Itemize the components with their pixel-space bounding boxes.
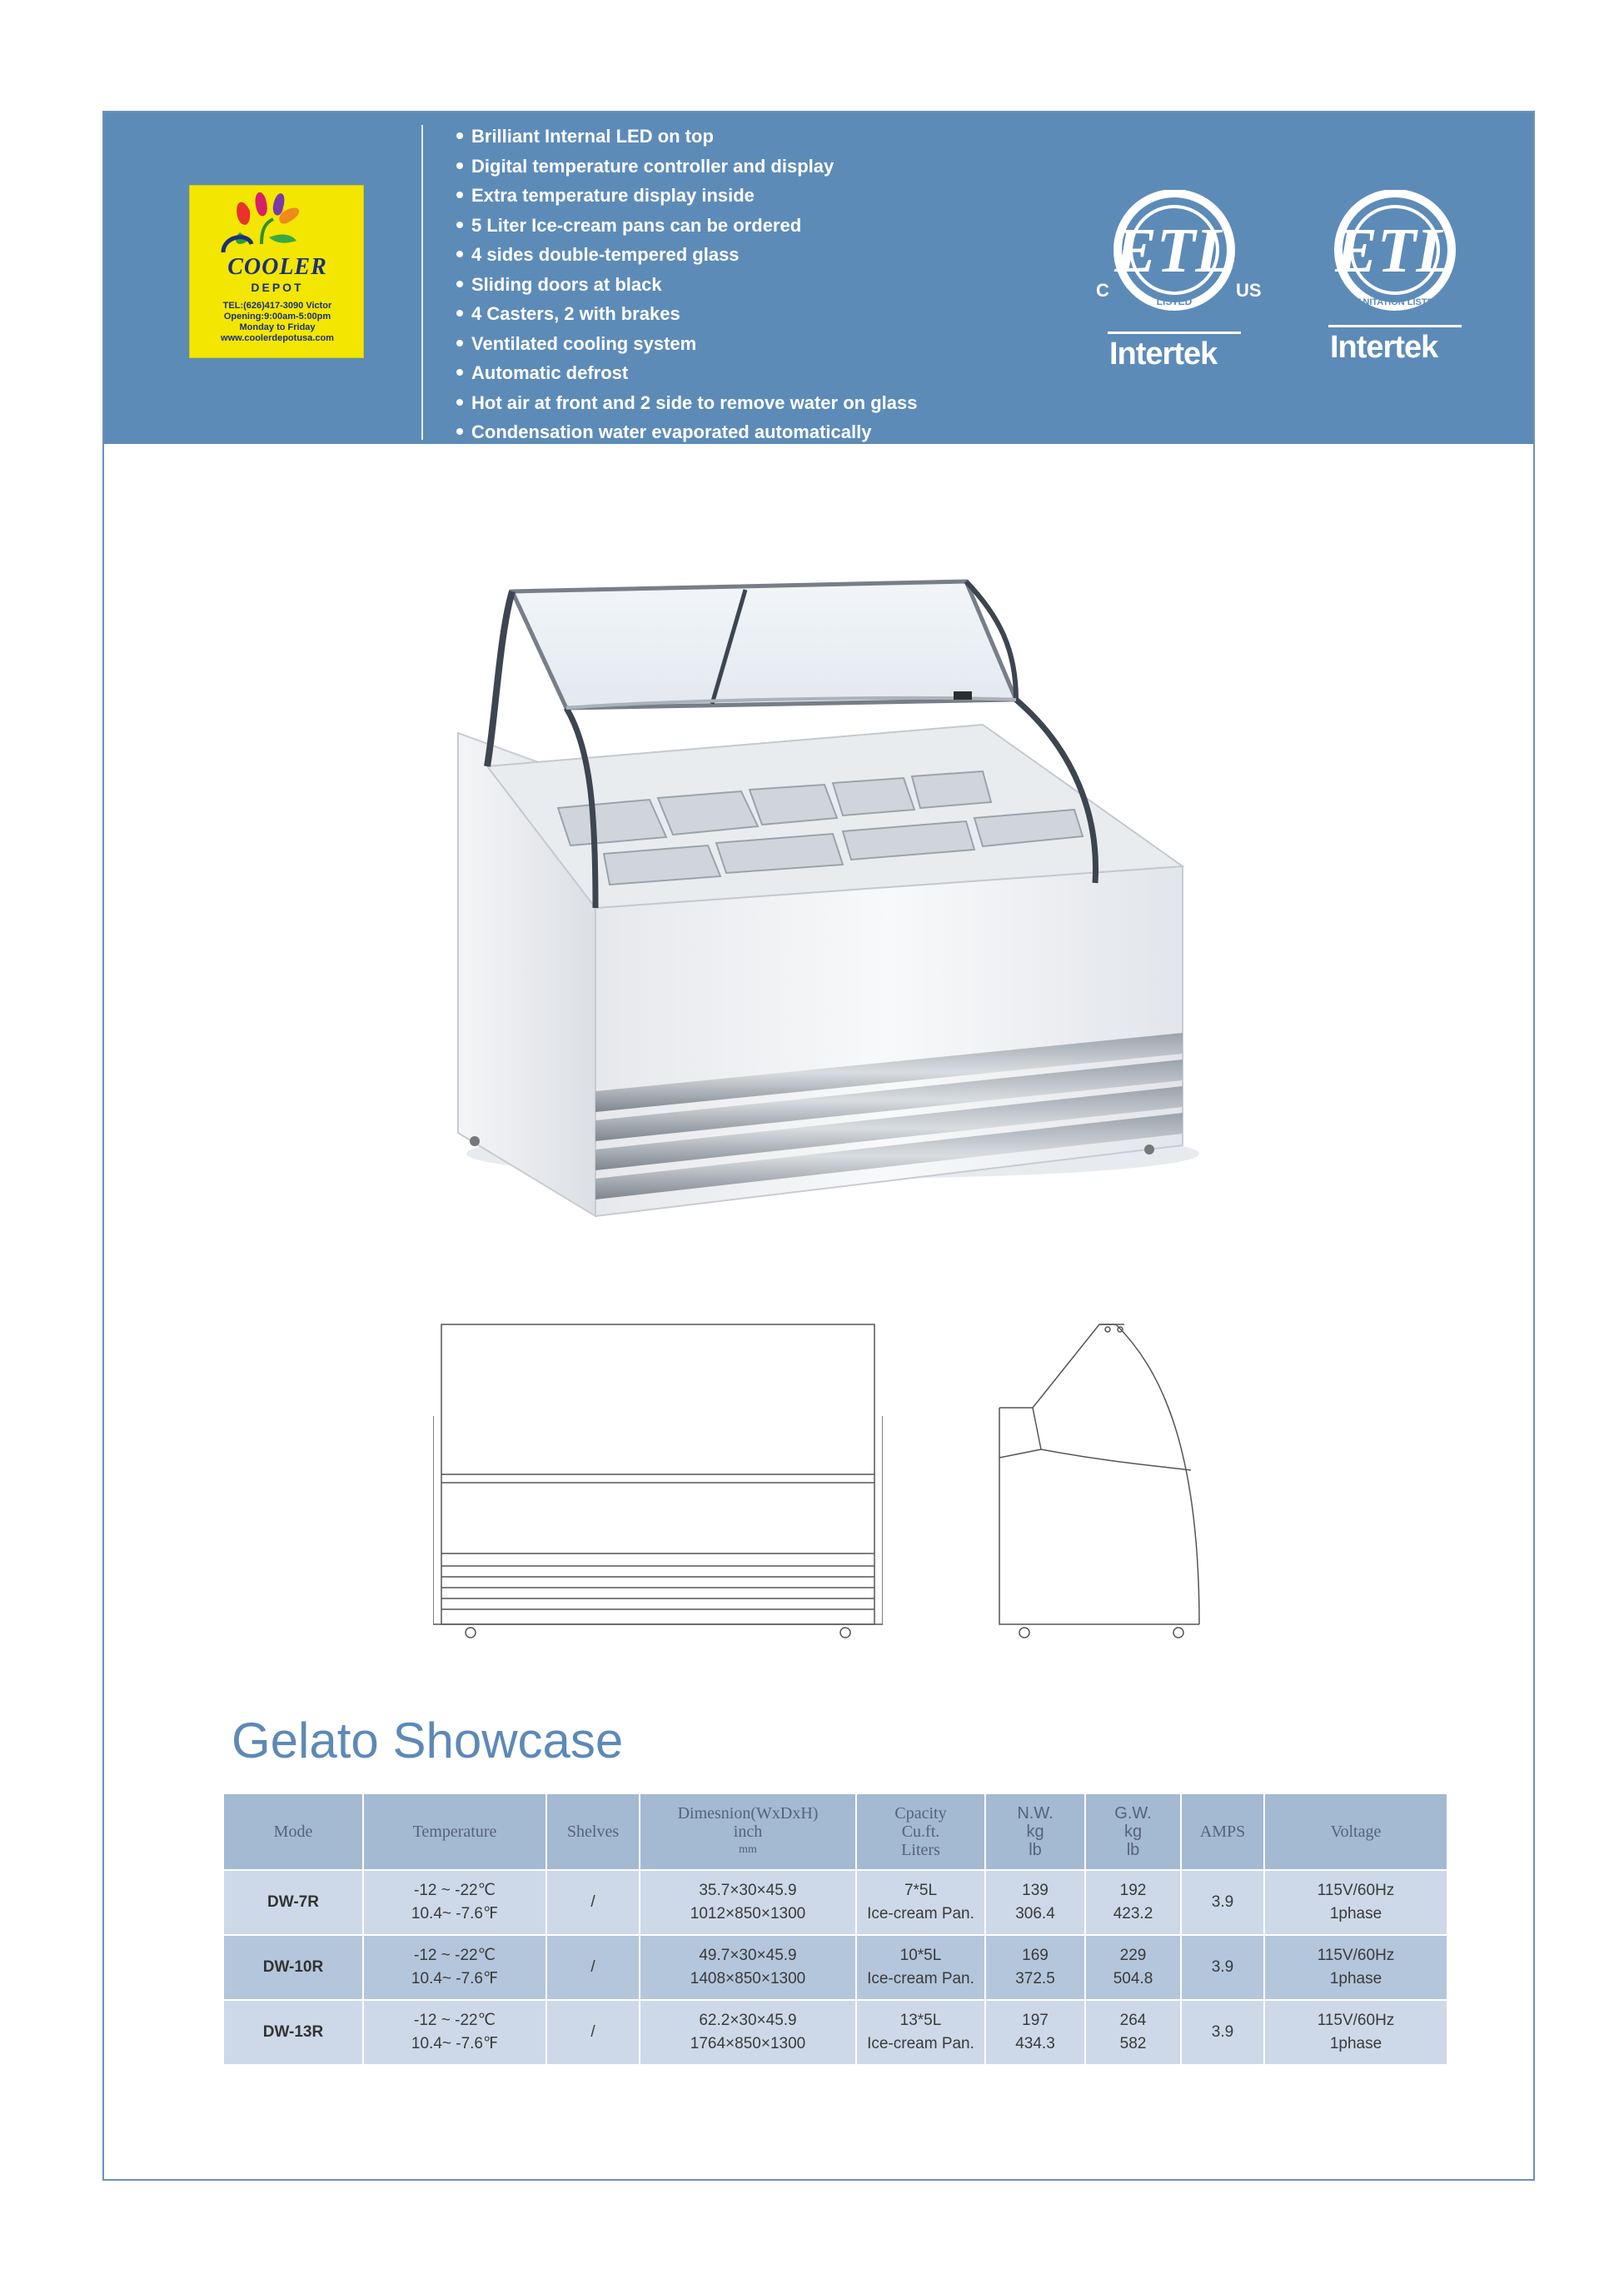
logo-website: www.coolerdepotusa.com [221,333,334,343]
svg-text:ETL: ETL [1114,216,1234,286]
product-title: Gelato Showcase [232,1713,624,1768]
shelves-cell: / [546,1935,640,2000]
table-header-row [223,1793,1447,1870]
bullet-icon [456,192,463,198]
capacity-cell: 7*5L Ice-cream Pan. [856,1870,985,1935]
cooler-depot-logo [189,185,364,358]
bullet-icon [456,428,463,435]
gross-weight-cell: 192 423.2 [1085,1870,1181,1935]
bullet-icon [456,310,463,317]
intertek-label: Intertek [1109,337,1218,372]
logo-sub: DEPOT [251,281,304,294]
model-cell: DW-10R [223,1935,363,2000]
shelves-cell: / [546,2000,640,2065]
feature-item: Automatic defrost [456,358,917,388]
feature-item: Brilliant Internal LED on top [456,122,917,152]
col-amps: AMPS [1181,1793,1264,1870]
voltage-cell: 115V/60Hz 1phase [1264,1935,1447,2000]
feature-item: 4 sides double-tempered glass [456,240,917,270]
logo-days: Monday to Friday [239,322,316,332]
etl-listed-icon [1091,190,1258,315]
voltage-cell: 115V/60Hz 1phase [1264,2000,1447,2065]
logo-brand: COOLER [227,254,327,280]
col-gross-weight: G.W. kg lb [1085,1793,1181,1870]
side-view-drawing [991,1316,1216,1641]
etl-sanitation-cert [1312,190,1478,382]
feature-item: Digital temperature controller and display [456,152,917,182]
feature-item: 5 Liter Ice-cream pans can be ordered [456,211,917,241]
bullet-icon [456,399,463,406]
col-temperature: Temperature [363,1793,546,1870]
temperature-display-icon [954,691,972,700]
dimension-cell: 49.7×30×45.9 1408×850×1300 [640,1935,856,2000]
bullet-icon [456,251,463,257]
etl-c-mark: C [1096,280,1109,301]
voltage-cell: 115V/60Hz 1phase [1264,1870,1447,1935]
svg-text:SANITATION LISTED: SANITATION LISTED [1350,297,1440,307]
shelves-cell: / [546,1870,640,1935]
intertek-label: Intertek [1330,330,1438,365]
dimension-cell: 35.7×30×45.9 1012×850×1300 [640,1870,856,1935]
feature-item: Extra temperature display inside [456,181,917,211]
feature-item: Condensation water evaporated automatically [456,417,917,447]
capacity-cell: 13*5L Ice-cream Pan. [856,2000,985,2065]
amps-cell: 3.9 [1181,2000,1264,2065]
header-divider [421,125,423,440]
feature-item: Hot air at front and 2 side to remove water on glass [456,388,917,418]
feature-item: 4 Casters, 2 with brakes [456,299,917,329]
feature-item: Sliding doors at black [456,270,917,300]
temp-cell: -12 ~ -22℃ 10.4~ -7.6℉ [363,2000,546,2065]
bullet-icon [456,369,463,376]
amps-cell: 3.9 [1181,1870,1264,1935]
col-voltage: Voltage [1264,1793,1447,1870]
gelato-showcase-photo [416,566,1233,1233]
col-capacity: Cpacity Cu.ft. Liters [856,1793,985,1870]
model-cell: DW-13R [223,2000,363,2065]
col-dimension: Dimesnion(WxDxH) inch mm [640,1793,856,1870]
etl-sanitation-icon [1312,190,1478,315]
svg-text:ETL: ETL [1335,216,1455,286]
table-row [223,1870,1447,1935]
bullet-icon [456,162,463,169]
cert-rule [1328,325,1462,327]
feature-item: Ventilated cooling system [456,329,917,359]
col-shelves: Shelves [546,1793,640,1870]
net-weight-cell: 139 306.4 [985,1870,1085,1935]
front-view-drawing [433,1316,883,1641]
gross-weight-cell: 264 582 [1085,2000,1181,2065]
dimension-cell: 62.2×30×45.9 1764×850×1300 [640,2000,856,2065]
col-net-weight: N.W. kg lb [985,1793,1085,1870]
etl-us-mark: US [1236,280,1262,301]
table-row [223,2000,1447,2065]
table-row [223,1935,1447,2000]
temp-cell: -12 ~ -22℃ 10.4~ -7.6℉ [363,1935,546,2000]
logo-hours: Opening:9:00am-5:00pm [223,312,331,322]
bullet-icon [456,340,463,347]
net-weight-cell: 169 372.5 [985,1935,1085,2000]
gross-weight-cell: 229 504.8 [1085,1935,1181,2000]
logo-phone: TEL:(626)417-3090 Victor [222,301,332,311]
svg-text:LISTED: LISTED [1156,296,1193,307]
feature-list [456,122,917,447]
bullet-icon [456,222,463,228]
model-cell: DW-7R [223,1870,363,1935]
bullet-icon [456,132,463,139]
net-weight-cell: 197 434.3 [985,2000,1085,2065]
bullet-icon [456,281,463,287]
temp-cell: -12 ~ -22℃ 10.4~ -7.6℉ [363,1870,546,1935]
cert-rule [1108,332,1241,334]
etl-listed-cert [1091,190,1262,382]
col-mode: Mode [223,1793,363,1870]
spec-table [222,1793,1448,2066]
amps-cell: 3.9 [1181,1935,1264,2000]
capacity-cell: 10*5L Ice-cream Pan. [856,1935,985,2000]
